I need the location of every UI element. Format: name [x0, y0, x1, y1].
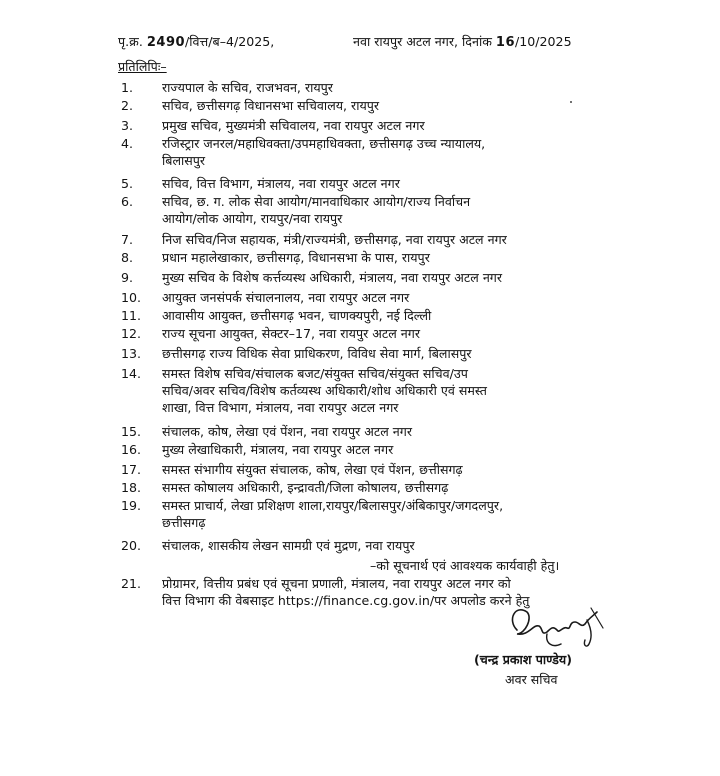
list-item: [162, 193, 622, 227]
list-item-line: मुख्य सचिव के विशेष कर्त्तव्यस्थ अधिकारी, मंत्रालय, नवा रायपुर अटल नगर: [162, 270, 503, 285]
list-item-line: आयोग/लोक आयोग, रायपुर/नवा रायपुर: [162, 211, 343, 226]
list-item-number: 5.: [121, 176, 134, 191]
list-item-number: 2.: [121, 98, 134, 113]
signatory-designation: अवर सचिव: [505, 672, 558, 687]
list-item-number: 6.: [121, 194, 134, 209]
list-item-number: 8.: [121, 250, 134, 265]
list-item: [162, 365, 622, 416]
list-item-number: 3.: [121, 118, 134, 133]
list-item-line: प्रधान महालेखाकार, छत्तीसगढ़, विधानसभा के पास, रायपुर: [162, 250, 430, 265]
list-item-line: प्रमुख सचिव, मुख्यमंत्री सचिवालय, नवा रायपुर अटल नगर: [162, 118, 425, 133]
list-item: [162, 345, 622, 362]
list-item-line: राज्यपाल के सचिव, राजभवन, रायपुर: [162, 80, 333, 95]
signatory-name: (चन्द्र प्रकाश पाण्डेय): [474, 652, 572, 667]
place-date-prefix: नवा रायपुर अटल नगर, दिनांक: [353, 34, 492, 49]
ref-suffix: /वित्त/ब–4/2025,: [185, 34, 275, 49]
list-item: [162, 269, 622, 286]
list-item-number: 9.: [121, 270, 134, 285]
list-item-line: रजिस्ट्रार जनरल/महाधिवक्ता/उपमहाधिवक्ता, छत्तीसगढ़ उच्च न्यायालय,: [162, 136, 486, 151]
list-item: [162, 325, 622, 342]
list-item: [162, 135, 622, 169]
list-item-line: शाखा, वित्त विभाग, मंत्रालय, नवा रायपुर अटल नगर: [162, 400, 399, 415]
action-note: –को सूचनार्थ एवं आवश्यक कार्यवाही हेतु।: [370, 558, 560, 573]
list-item-line: समस्त कोषालय अधिकारी, इन्द्रावती/जिला कोषालय, छत्तीसगढ़: [162, 480, 449, 495]
list-item: [162, 537, 622, 554]
list-item-number: 12.: [121, 326, 142, 341]
list-item: [162, 97, 622, 114]
list-item-line: आवासीय आयुक्त, छत्तीसगढ़ भवन, चाणक्यपुरी, नई दिल्ली: [162, 308, 432, 323]
reference-number: [118, 33, 274, 50]
list-item-line: छत्तीसगढ़: [162, 515, 206, 530]
list-item-line: समस्त संभागीय संयुक्त संचालक, कोष, लेखा एवं पेंशन, छत्तीसगढ़: [162, 462, 463, 477]
list-item: [162, 117, 622, 134]
place-and-date: [353, 33, 572, 50]
list-item-number: 19.: [121, 498, 142, 513]
list-item: [162, 479, 622, 496]
list-item-number: 20.: [121, 538, 142, 553]
list-item-line: बिलासपुर: [162, 153, 206, 168]
list-item-line: संचालक, कोष, लेखा एवं पेंशन, नवा रायपुर अटल नगर: [162, 424, 413, 439]
list-item: [162, 231, 622, 248]
list-item-line: आयुक्त जनसंपर्क संचालनालय, नवा रायपुर अटल नगर: [162, 290, 410, 305]
list-item-number: 10.: [121, 290, 142, 305]
list-item-line: संचालक, शासकीय लेखन सामग्री एवं मुद्रण, नवा रायपुर: [162, 538, 415, 553]
list-item: [162, 441, 622, 458]
list-item-number: 15.: [121, 424, 142, 439]
list-item-line: छत्तीसगढ़ राज्य विधिक सेवा प्राधिकरण, विविध सेवा मार्ग, बिलासपुर: [162, 346, 472, 361]
list-item-line: सचिव, छत्तीसगढ़ विधानसभा सचिवालय, रायपुर: [162, 98, 380, 113]
list-item: [162, 461, 622, 478]
list-item: [162, 497, 622, 531]
copy-to-label: प्रतिलिपिः–: [118, 59, 167, 74]
list-item-number: 16.: [121, 442, 142, 457]
list-item: [162, 175, 622, 192]
ref-number-handwritten: 2490: [146, 35, 186, 50]
ref-prefix: पृ.क्र.: [118, 34, 143, 49]
list-item-line: राज्य सूचना आयुक्त, सेक्टर–17, नवा रायपुर अटल नगर: [162, 326, 421, 341]
list-item-line: समस्त प्राचार्य, लेखा प्रशिक्षण शाला,रायपुर/बिलासपुर/अंबिकापुर/जगदलपुर,: [162, 498, 504, 513]
list-item-line: सचिव, छ. ग. लोक सेवा आयोग/मानवाधिकार आयोग/राज्य निर्वाचन: [162, 194, 471, 209]
list-item-number: 11.: [121, 308, 142, 323]
list-item: [162, 249, 622, 266]
date-rest: /10/2025: [515, 34, 572, 49]
list-item: [162, 307, 622, 324]
list-item: [162, 79, 622, 96]
list-item-number: 21.: [121, 576, 142, 591]
list-item-line: वित्त विभाग की वेबसाइट https://finance.cg.gov.in/पर अपलोड करने हेतु: [162, 593, 530, 608]
list-item-line: सचिव, वित्त विभाग, मंत्रालय, नवा रायपुर अटल नगर: [162, 176, 400, 191]
list-item-number: 13.: [121, 346, 142, 361]
list-item-number: 18.: [121, 480, 142, 495]
document-header: [118, 33, 638, 53]
list-item-line: सचिव/अवर सचिव/विशेष कर्तव्यस्थ अधिकारी/शोध अधिकारी एवं समस्त: [162, 383, 487, 398]
list-item-line: समस्त विशेष सचिव/संचालक बजट/संयुक्त सचिव/संयुक्त सचिव/उप: [162, 366, 468, 381]
list-item-number: 14.: [121, 366, 142, 381]
date-day-handwritten: 16: [495, 35, 516, 50]
list-item-number: 1.: [121, 80, 134, 95]
list-item: [162, 423, 622, 440]
list-item-number: 7.: [121, 232, 134, 247]
list-item-line: मुख्य लेखाधिकारी, मंत्रालय, नवा रायपुर अटल नगर: [162, 442, 394, 457]
list-item: [162, 289, 622, 306]
list-item-number: 17.: [121, 462, 142, 477]
signature-image: [503, 598, 607, 654]
list-item-number: 4.: [121, 136, 134, 151]
list-item-line: प्रोग्रामर, वित्तीय प्रबंध एवं सूचना प्रणाली, मंत्रालय, नवा रायपुर अटल नगर को: [162, 576, 511, 591]
list-item-line: निज सचिव/निज सहायक, मंत्री/राज्यमंत्री, छत्तीसगढ़, नवा रायपुर अटल नगर: [162, 232, 507, 247]
